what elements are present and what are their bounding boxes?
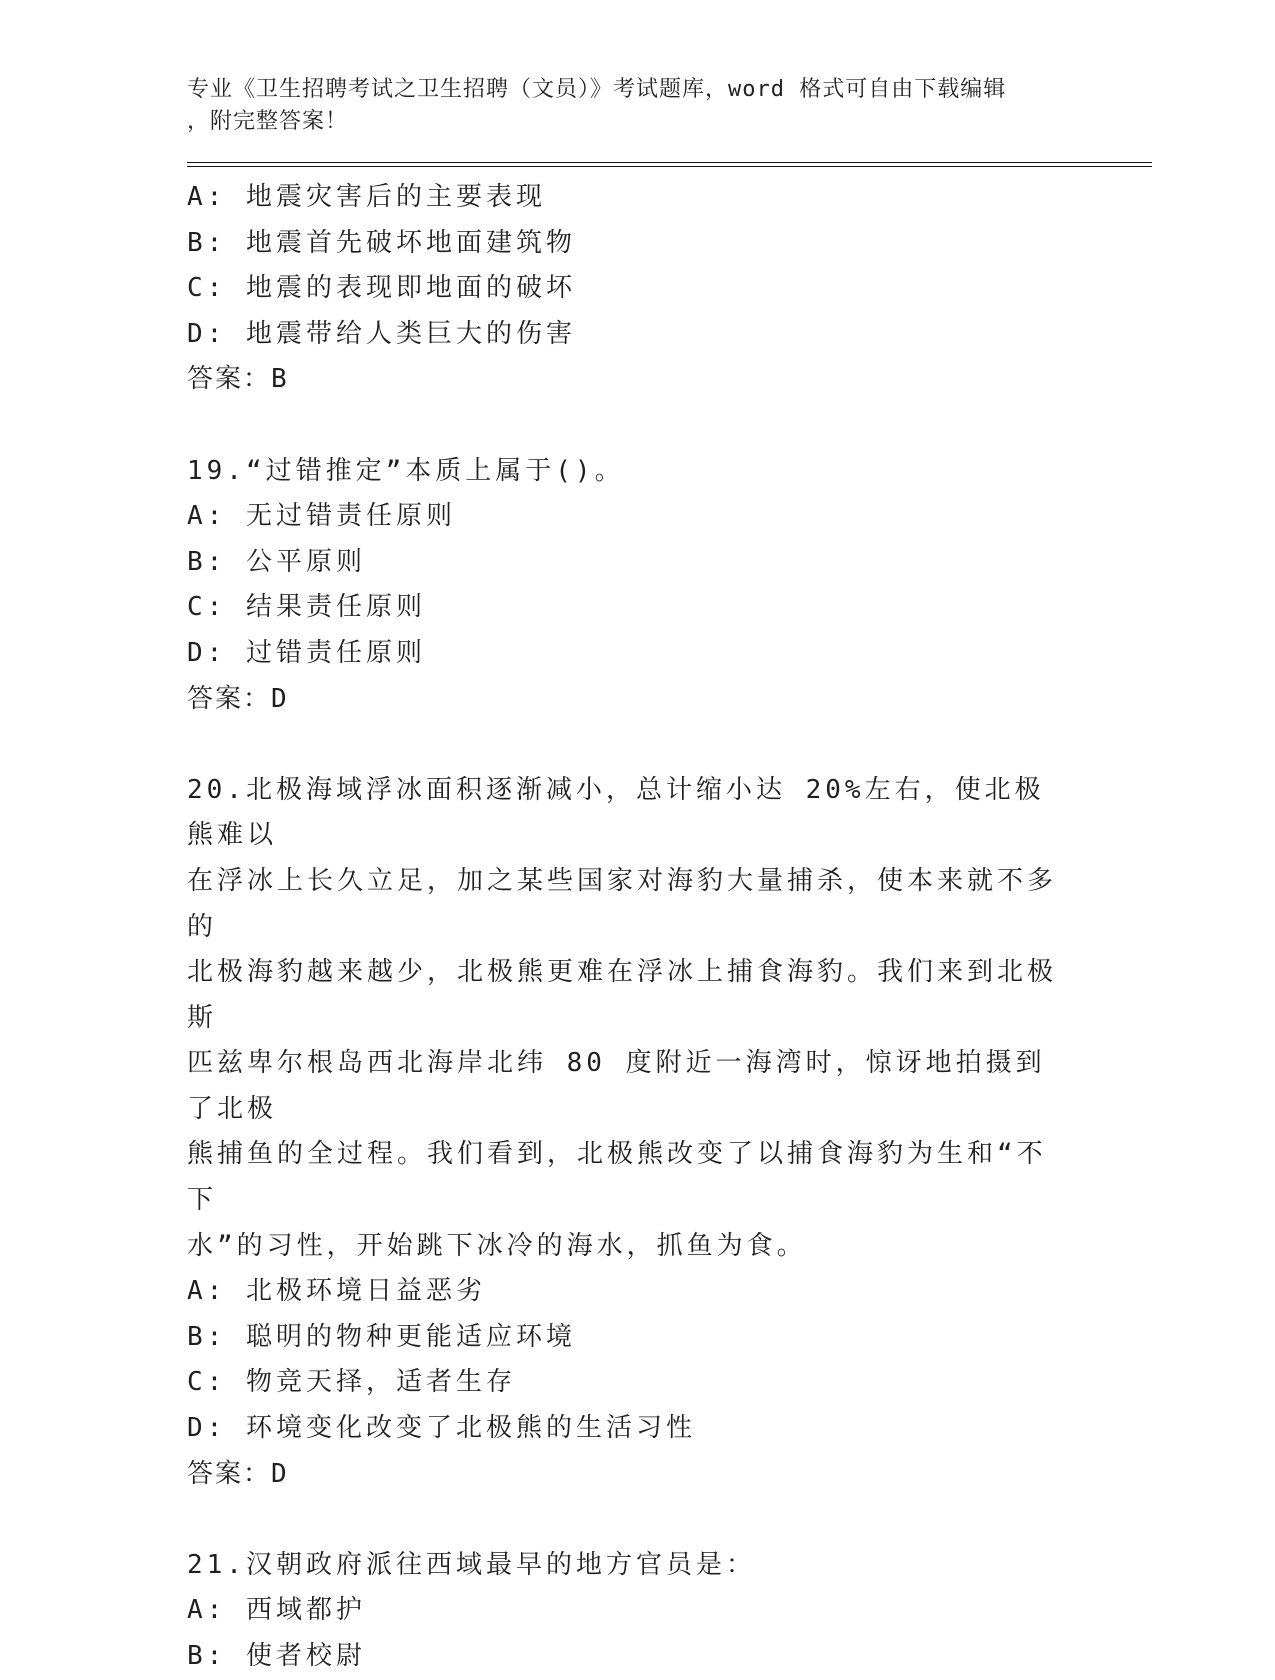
option-b: B: 公平原则 (187, 546, 366, 577)
option-a: A: 北极环境日益恶劣 (187, 1276, 486, 1307)
option-c: C: 结果责任原则 (187, 592, 426, 623)
question-21 (187, 1543, 1152, 1680)
question-stem (187, 768, 1057, 1270)
option-b: B: 使者校尉 (187, 1641, 366, 1671)
spacer (187, 1497, 1152, 1543)
stem-line: 20.北极海域浮冰面积逐渐减小，总计缩小达 20%左右，使北极熊难以 (187, 774, 1045, 851)
question-18 (187, 175, 1152, 403)
question-list (187, 175, 1152, 1680)
option-d: D: 过错责任原则 (187, 637, 426, 668)
answer: 答案：D (187, 683, 289, 714)
question-stem: 21.汉朝政府派往西域最早的地方官员是： (187, 1549, 756, 1580)
option-d: D: 地震带给人类巨大的伤害 (187, 318, 576, 349)
option-a: A: 地震灾害后的主要表现 (187, 182, 546, 212)
header-line-1: 专业《卫生招聘考试之卫生招聘（文员）》考试题库，word 格式可自由下载编辑 (187, 77, 1007, 102)
option-a: A: 西域都护 (187, 1595, 366, 1626)
stem-line: 熊捕鱼的全过程。我们看到，北极熊改变了以捕食海豹为生和“不下 (187, 1139, 1047, 1216)
question-stem: 19.“过错推定”本质上属于()。 (187, 455, 625, 486)
option-b: B: 地震首先破坏地面建筑物 (187, 227, 576, 258)
option-c: C: 物竞天择，适者生存 (187, 1367, 516, 1398)
option-b: B: 聪明的物种更能适应环境 (187, 1321, 576, 1352)
spacer (187, 403, 1152, 449)
question-20 (187, 768, 1152, 1498)
document-header (187, 74, 1067, 138)
question-19 (187, 449, 1152, 723)
stem-line: 匹兹卑尔根岛西北海岸北纬 80 度附近一海湾时，惊讶地拍摄到了北极 (187, 1048, 1046, 1124)
option-c: C: 地震的表现即地面的破坏 (187, 273, 576, 304)
stem-line: 在浮冰上长久立足，加之某些国家对海豹大量捕杀，使本来就不多的 (187, 865, 1058, 942)
answer: 答案：B (187, 364, 289, 395)
header-divider (187, 162, 1152, 167)
option-a: A: 无过错责任原则 (187, 501, 456, 532)
option-d: D: 环境变化改变了北极熊的生活习性 (187, 1413, 696, 1444)
document-page (187, 0, 1152, 1680)
stem-line: 北极海豹越来越少，北极熊更难在浮冰上捕食海豹。我们来到北极斯 (187, 957, 1058, 1033)
spacer (187, 722, 1152, 768)
stem-line: 水”的习性，开始跳下冰冷的海水，抓鱼为食。 (187, 1230, 807, 1261)
header-line-2: ，附完整答案！ (187, 109, 349, 134)
answer: 答案：D (187, 1458, 289, 1489)
